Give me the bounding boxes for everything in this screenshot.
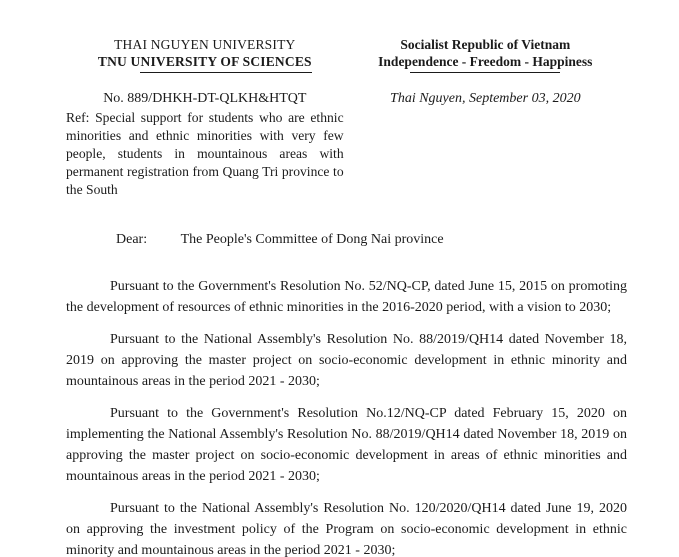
body-paragraph: Pursuant to the Government's Resolution No. 52/NQ-CP, dated June 15, 2015 on promoting the development of resources of ethnic minorities in the 2016-2020 period, with a vision to 2030; — [66, 279, 627, 315]
university-name: TNU UNIVERSITY OF SCIENCES — [97, 54, 312, 69]
document-reference-subject: Ref: Special support for students who are ethnic minorities and ethnic minorities with very few people, students in mountainous areas with permanent registration from Quang Tri province to the South — [66, 110, 344, 197]
university-parent-name: THAI NGUYEN UNIVERSITY — [114, 37, 296, 52]
recipient-line — [116, 232, 627, 248]
recipient-name: The People's Committee of Dong Nai province — [180, 232, 444, 247]
org-underline-rule — [140, 72, 312, 73]
body-paragraph: Pursuant to the National Assembly's Resolution No. 120/2020/QH14 dated June 19, 2020 on approving the investment policy of the Program on socio-economic development in ethnic minority and mountainous areas in the period 2021 - 2030; — [66, 501, 627, 557]
letter-header — [66, 36, 627, 199]
recipient-label: Dear: — [116, 232, 148, 247]
body-paragraph: Pursuant to the National Assembly's Resolution No. 88/2019/QH14 dated November 18, 2019 on approving the master project on socio-economic development in ethnic minority and mountainous areas in the period 2021 - 2030; — [66, 332, 627, 389]
national-motto-block — [344, 36, 627, 108]
motto-underline-rule — [410, 72, 560, 73]
nation-motto: Independence - Freedom - Happiness — [378, 54, 593, 69]
issuing-org-block — [66, 36, 344, 199]
body-paragraph: Pursuant to the Government's Resolution No.12/NQ-CP dated February 15, 2020 on implementing the National Assembly's Resolution No. 88/2019/QH14 dated November 18, 2019 on approving the master project on socio-economic development in areas of ethnic minorities and mountainous areas in the period 2021 - 2030; — [66, 406, 627, 484]
place-date-line: Thai Nguyen, September 03, 2020 — [390, 91, 581, 106]
document-number: No. 889/DHKH-DT-QLKH&HTQT — [103, 91, 307, 106]
nation-title: Socialist Republic of Vietnam — [400, 37, 571, 52]
letter-body — [66, 276, 627, 557]
